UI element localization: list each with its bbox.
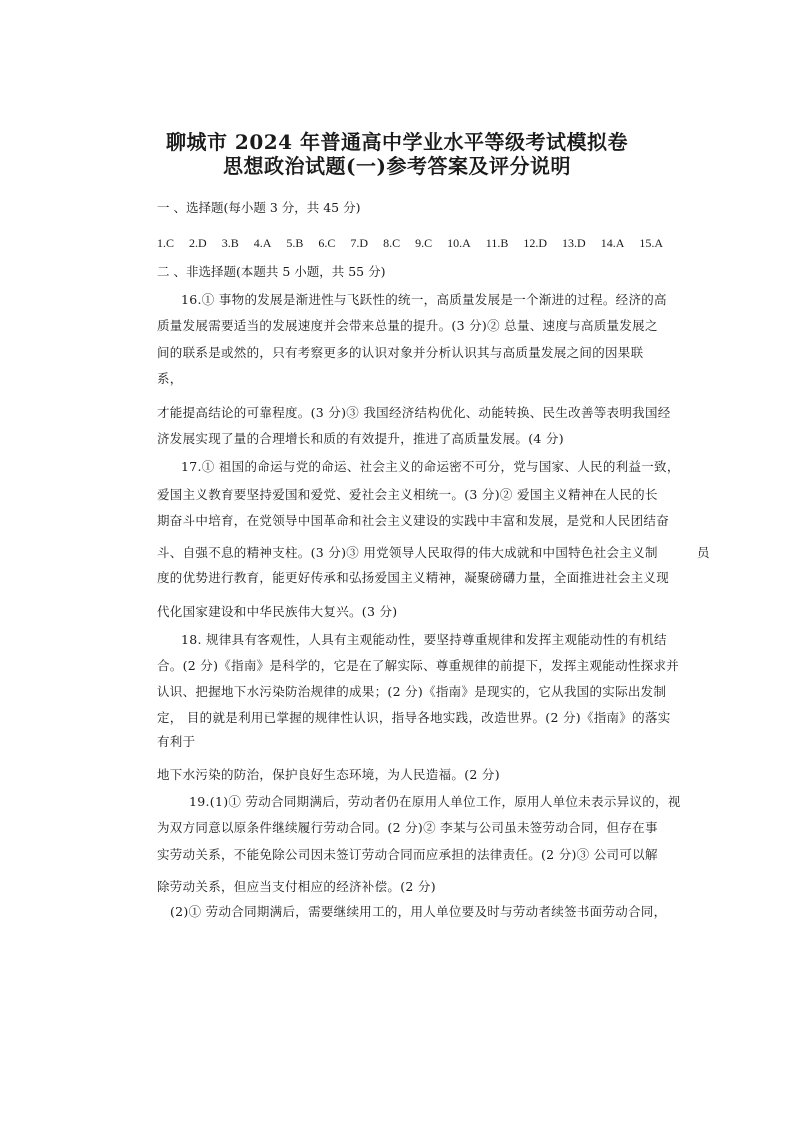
answer-item: 5.B xyxy=(286,236,304,250)
q16-line: 16.① 事物的发展是渐进性与飞跃性的统一，高质量发展是一个渐进的过程。经济的高 xyxy=(181,292,667,307)
answer-item: 7.D xyxy=(350,236,369,250)
answer-item: 2.D xyxy=(189,236,207,250)
q18-line: 地下水污染的防治，保护良好生态环境，为人民造福。(2 分) xyxy=(157,767,500,782)
section1-heading: 一 、选择题(每小题 3 分，共 45 分) xyxy=(157,200,361,215)
q18-line: 定， 目的就是利用已掌握的规律性认识，指导各地实践，改造世界。(2 分)《指南》的落实 xyxy=(157,710,671,725)
q16-line: 系， xyxy=(157,371,183,386)
q19-line: 实劳动关系，不能免除公司因未签订劳动合同而应承担的法律责任。(2 分)③ 公司可以解 xyxy=(157,847,658,862)
q16-line: 济发展实现了量的合理增长和质的有效提升，推进了高质量发展。(4 分) xyxy=(157,431,564,446)
answer-item: 8.C xyxy=(383,236,401,250)
answer-item: 13.D xyxy=(562,236,586,250)
answer-item: 12.D xyxy=(523,236,548,250)
q17-line: 斗、自强不息的精神支柱。(3 分)③ 用党领导人民取得的伟大成就和中国特色社会主义制 xyxy=(157,545,658,560)
q17-line: 度的优势进行教育，能更好传承和弘扬爱国主义精神，凝聚磅礴力量，全面推进社会主义现 xyxy=(157,570,670,585)
q17-line: 代化国家建设和中华民族伟大复兴。(3 分) xyxy=(157,604,398,619)
answer-item: 10.A xyxy=(447,236,471,250)
q18-line: 18. 规律具有客观性，人具有主观能动性，要坚持尊重规律和发挥主观能动性的有机结 xyxy=(181,632,667,647)
q17-line: 爱国主义教育要坚持爱国和爱党、爱社会主义相统一。(3 分)② 爱国主义精神在人民的长 xyxy=(157,487,658,502)
q16-line: 质量发展需要适当的发展速度并会带来总量的提升。(3 分)② 总量、速度与高质量发展之 xyxy=(157,318,658,333)
answer-item: 9.C xyxy=(415,236,433,250)
answer-item: 3.B xyxy=(221,236,239,250)
answer-item: 6.C xyxy=(318,236,336,250)
answer-item: 11.B xyxy=(485,236,509,250)
q19-line: 为双方同意以原条件继续履行劳动合同。(2 分)② 李某与公司虽未签劳动合同，但存在事 xyxy=(157,820,658,835)
q18-line: 有利于 xyxy=(157,734,196,749)
stray-character: 员 xyxy=(697,545,710,560)
q17-line: 期奋斗中培育，在党领导中国革命和社会主义建设的实践中丰富和发展，是党和人民团结奋 xyxy=(157,513,670,528)
page-subtitle: 思想政治试题(一)参考答案及评分说明 xyxy=(223,154,571,178)
q19-line: 除劳动关系，但应当支付相应的经济补偿。(2 分) xyxy=(157,879,436,894)
q19-line: (2)① 劳动合同期满后，需要继续用工的，用人单位要及时与劳动者续签书面劳动合同， xyxy=(170,904,667,919)
answer-item: 14.A xyxy=(600,236,625,250)
answer-item: 4.A xyxy=(253,236,272,250)
answer-item: 1.C xyxy=(157,236,175,250)
choice-answers-row xyxy=(157,236,663,251)
q17-line: 17.① 祖国的命运与党的命运、社会主义的命运密不可分，党与国家、人民的利益一致， xyxy=(181,459,680,474)
q19-line: 19.(1)① 劳动合同期满后，劳动者仍在原用人单位工作，原用人单位未表示异议的，视 xyxy=(189,794,681,809)
q18-line: 合。(2 分)《指南》是科学的，它是在了解实际、尊重规律的前提下，发挥主观能动性探求并 xyxy=(157,658,680,673)
q18-line: 认识、把握地下水污染防治规律的成果；(2 分)《指南》是现实的，它从我国的实际出发制 xyxy=(157,684,667,699)
q16-line: 才能提高结论的可靠程度。(3 分)③ 我国经济结构优化、动能转换、民生改善等表明我国经 xyxy=(157,405,671,420)
q16-line: 间的联系是或然的，只有考察更多的认识对象并分析认识其与高质量发展之间的因果联 xyxy=(157,345,644,360)
answer-item: 15.A xyxy=(639,236,664,250)
section2-heading: 二 、非选择题(本题共 5 小题，共 55 分) xyxy=(157,264,386,279)
page-title: 聊城市 2024 年普通高中学业水平等级考试模拟卷 xyxy=(165,130,629,154)
